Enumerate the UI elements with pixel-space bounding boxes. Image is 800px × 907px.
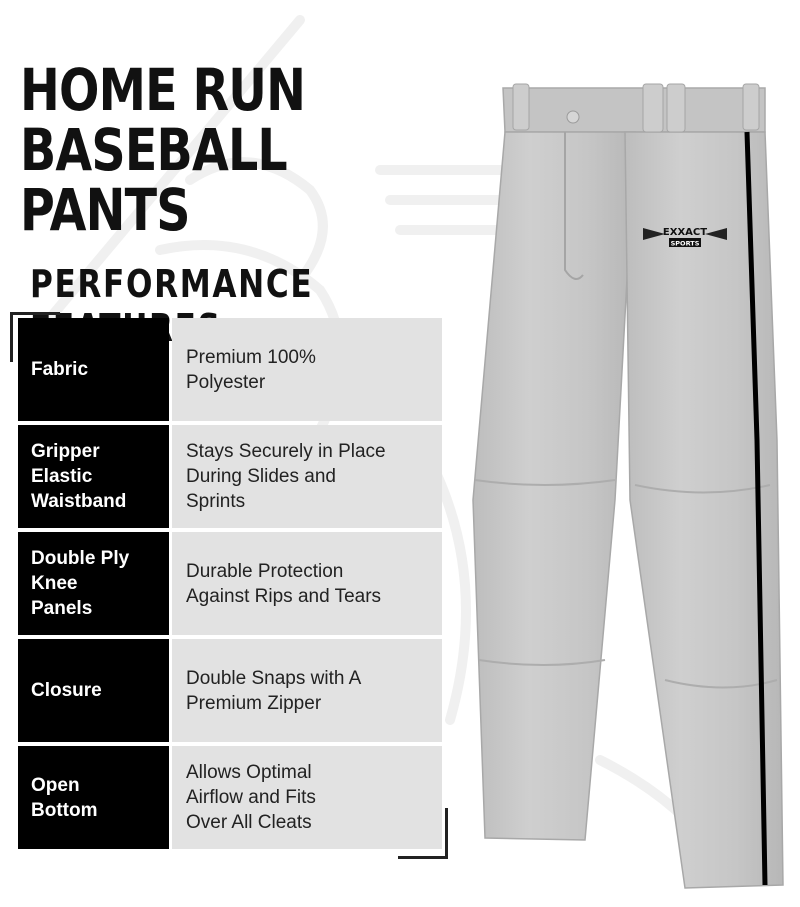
feature-row-closure — [18, 639, 442, 742]
corner-accent-top-left — [10, 312, 60, 315]
feature-description — [172, 746, 442, 849]
feature-row-fabric — [18, 318, 442, 421]
feature-label-text: Closure — [31, 680, 102, 701]
feature-label — [18, 318, 169, 421]
corner-accent-bottom-right-vertical — [445, 808, 448, 859]
feature-description — [172, 425, 442, 528]
feature-description-text: Allows Optimal Airflow and Fits Over All Cleats — [186, 762, 316, 833]
corner-accent-bottom-right — [398, 856, 448, 859]
features-table — [18, 318, 442, 853]
page-title: HOME RUN BASEBALL PANTS — [20, 56, 306, 244]
feature-description-text: Premium 100% Polyester — [186, 346, 316, 393]
feature-description-text: Durable Protection Against Rips and Tears — [186, 560, 382, 607]
feature-description-text: Double Snaps with A Premium Zipper — [186, 667, 361, 714]
feature-description-text: Stays Securely in Place During Slides and Sprints — [186, 441, 386, 512]
feature-label — [18, 425, 169, 528]
baseball-pants-image — [465, 80, 795, 895]
feature-label-text: Gripper Elastic Waistband — [31, 441, 127, 512]
feature-row-waistband — [18, 425, 442, 528]
feature-label — [18, 746, 169, 849]
logo-text-top: EXXACT — [662, 227, 708, 238]
feature-row-knee-panels — [18, 532, 442, 635]
feature-label-text: Open Bottom — [31, 774, 98, 821]
feature-description — [172, 532, 442, 635]
feature-label-text: Double Ply Knee Panels — [31, 548, 130, 619]
feature-description — [172, 318, 442, 421]
feature-description — [172, 639, 442, 742]
section-title: PERFORMANCE — [30, 262, 314, 306]
feature-label — [18, 532, 169, 635]
logo-text-bottom: SPORTS — [670, 239, 700, 248]
feature-row-open-bottom — [18, 746, 442, 849]
feature-label — [18, 639, 169, 742]
corner-accent-top-left-vertical — [10, 312, 13, 362]
feature-label-text: Fabric — [31, 359, 89, 380]
